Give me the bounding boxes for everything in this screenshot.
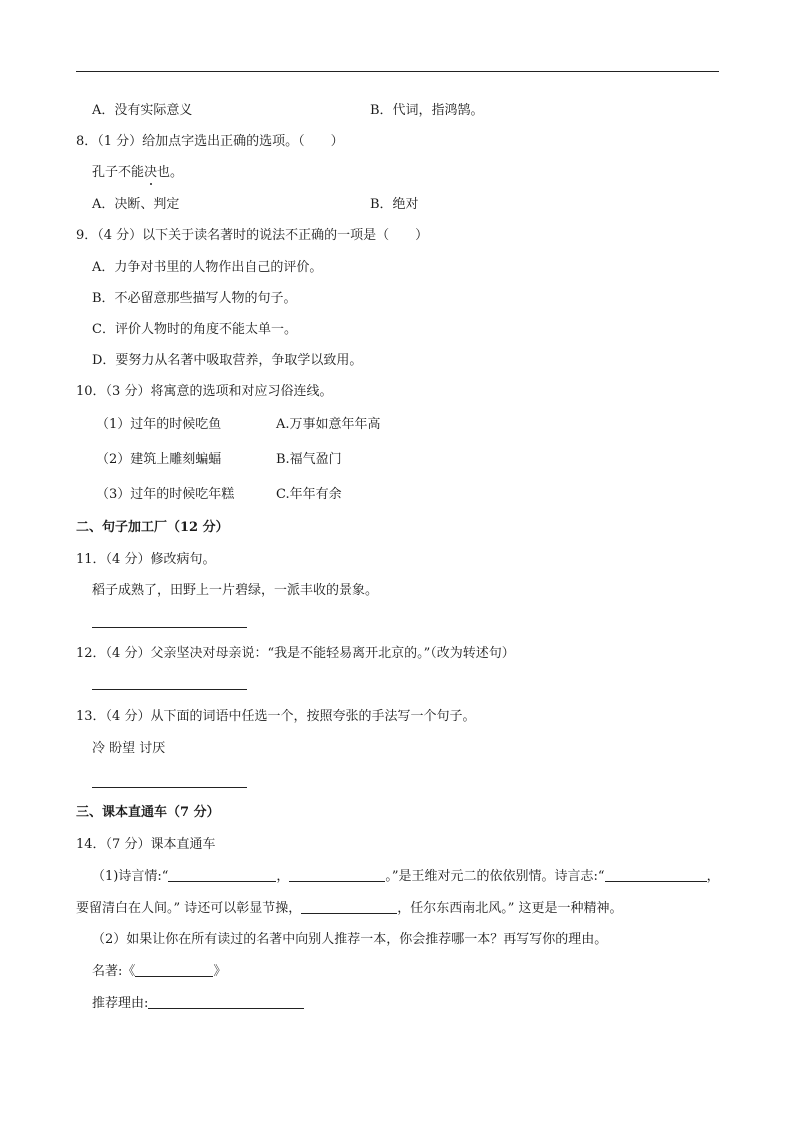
q14-line-2 [76, 899, 623, 918]
q8-stem: 8．（1 分）给加点字选出正确的选项。（ ） [76, 134, 344, 149]
q14-part-2: （2）如果让你在所有读过的名著中向别人推荐一本，你会推荐哪一本？再写写你的理由。 [92, 932, 608, 947]
q10-right-item: C.年年有余 [276, 487, 342, 502]
q7-option-b: B．代词，指鸿鹄。 [370, 103, 484, 118]
q14-p2-text-a: 要留清白在人间。” 诗还可以彰显节操， [76, 901, 302, 916]
q13-stem: 13．（4 分）从下面的词语中任选一个，按照夸张的手法写一个句子。 [76, 709, 476, 724]
q14-reason-line [92, 994, 304, 1013]
q10-left-item: （3）过年的时候吃年糕 [96, 487, 235, 502]
q13-words: 冷 盼望 讨厌 [92, 741, 166, 756]
q12-stem: 12．（4 分）父亲坚决对母亲说：“我是不能轻易离开北京的。”（改为转述句） [76, 646, 515, 661]
q9-stem: 9．（4 分）以下关于读名著时的说法不正确的一项是（ ） [76, 228, 429, 243]
q11-answer-line[interactable] [92, 627, 247, 628]
q14-reason-label: 推荐理由: [92, 996, 149, 1011]
q14-blank-2[interactable] [289, 867, 385, 882]
section-3-title: 三、课本直通车（7 分） [76, 805, 220, 820]
q14-p1-text-d: ， [706, 869, 720, 884]
q10-right-item: A.万事如意年年高 [276, 417, 381, 432]
q12-answer-line[interactable] [92, 689, 247, 690]
q13-answer-line[interactable] [92, 787, 247, 788]
q11-stem: 11．（4 分）修改病句。 [76, 552, 216, 567]
q10-stem: 10．（3 分）将寓意的选项和对应习俗连线。 [76, 384, 333, 399]
q14-reason-blank[interactable] [148, 994, 304, 1009]
q14-blank-4[interactable] [301, 899, 397, 914]
q14-book-label: 名著:《 [92, 964, 136, 979]
q9-option-b: B．不必留意那些描写人物的句子。 [92, 291, 297, 306]
q7-option-a: A．没有实际意义 [92, 103, 193, 118]
q14-p2-text-b: ，任尔东西南北风。” 这更是一种精神。 [397, 901, 623, 916]
q14-stem: 14．（7 分）课本直通车 [76, 837, 216, 852]
q8-sentence-post: 也。 [157, 165, 184, 180]
q14-line-1 [92, 867, 720, 886]
q11-sentence: 稻子成熟了，田野上一片碧绿，一派丰收的景象。 [92, 583, 379, 598]
q8-sentence [92, 164, 183, 182]
q8-option-b: B．绝对 [370, 197, 419, 212]
q14-blank-3[interactable] [605, 867, 707, 882]
q10-left-item: （1）过年的时候吃鱼 [96, 417, 222, 432]
q9-option-a: A．力争对书里的人物作出自己的评价。 [92, 260, 323, 275]
q10-left-item: （2）建筑上雕刻蝙蝠 [96, 452, 222, 467]
q14-blank-1[interactable] [168, 867, 276, 882]
q9-option-d: D．要努力从名著中吸取营养，争取学以致用。 [92, 353, 363, 368]
q14-p1-text-a: （1)诗言情:“ [92, 869, 169, 884]
section-2-title: 二、句子加工厂（12 分） [76, 520, 229, 535]
q8-option-a: A．决断、判定 [92, 197, 180, 212]
header-rule [76, 71, 719, 72]
q14-book-blank[interactable] [135, 962, 213, 977]
q8-sentence-pre: 孔子不能 [92, 165, 145, 180]
q8-dotted-char: 决 [144, 165, 158, 180]
q14-p1-text-c: 。”是王维对元二的依依别情。诗言志:“ [385, 869, 605, 884]
q14-book-line [92, 962, 226, 981]
q10-right-item: B.福气盈门 [276, 452, 342, 467]
q14-p1-text-b: ， [276, 869, 290, 884]
q14-book-end: 》 [213, 964, 227, 979]
q9-option-c: C．评价人物时的角度不能太单一。 [92, 322, 297, 337]
